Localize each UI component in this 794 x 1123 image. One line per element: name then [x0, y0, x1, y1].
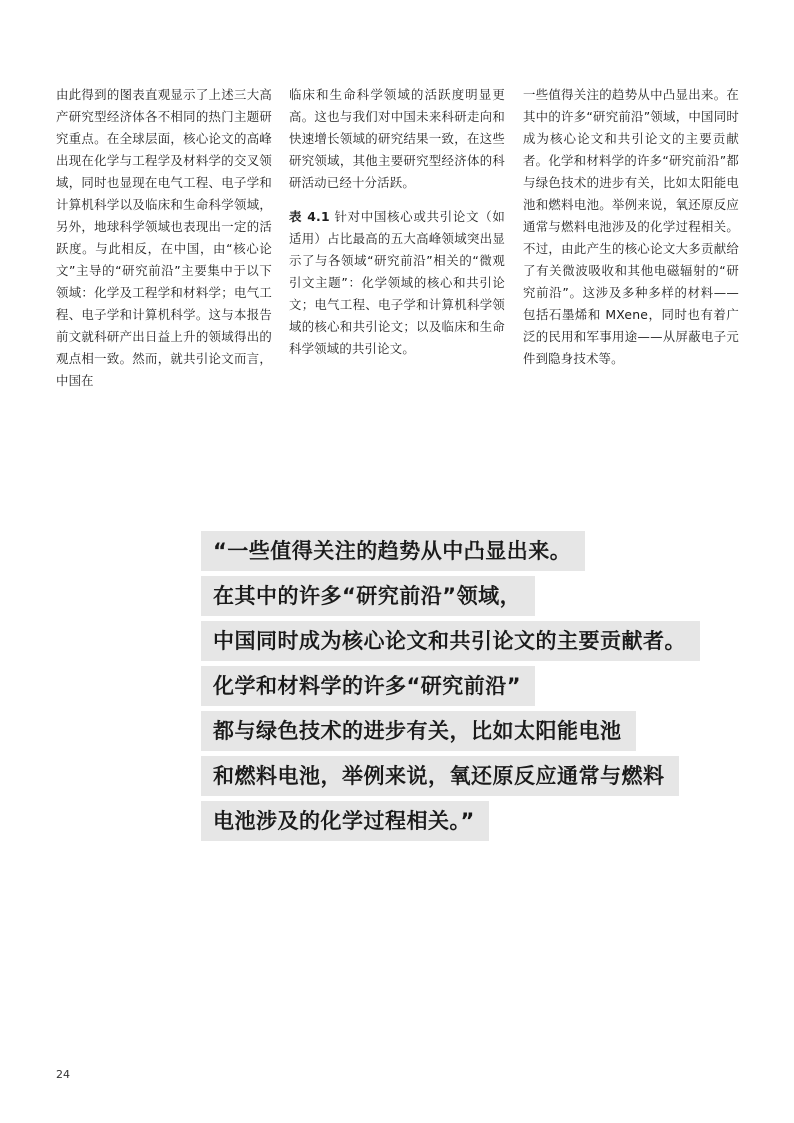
body-paragraph: 由此得到的图表直观显示了上述三大高产研究型经济体各不相同的热门主题研究重点。在全球层面，核心论文的高峰出现在化学与工程学及材料学的交叉领域，同时也显现在电气工程、电子学和计算机科学以及临床和生命科学领域，另外，地球科学领域也表现出一定的活跃度。与此相反，在中国，由“核心论文”主导的“研究前沿”主要集中于以下领域：化学及工程学和材料学；电气工程、电子学和计算机科学。这与本报告前文就科研产出日益上升的领域得出的观点相一致。然而，就共引论文而言，中国在 — [56, 87, 272, 388]
pull-quote-line: “一些值得关注的趋势从中凸显出来。 — [201, 531, 585, 571]
body-column-3 — [523, 84, 739, 370]
pull-quote-line: 电池涉及的化学过程相关。” — [201, 801, 489, 841]
pull-quote-line: 中国同时成为核心论文和共引论文的主要贡献者。 — [201, 621, 700, 661]
body-paragraph: 一些值得关注的趋势从中凸显出来。在其中的许多“研究前沿”领域，中国同时成为核心论文和共引论文的主要贡献者。化学和材料学的许多“研究前沿”都与绿色技术的进步有关，比如太阳能电池和燃料电池。举例来说，氧还原反应通常与燃料电池涉及的化学过程相关。不过，由此产生的核心论文大多贡献给了有关微波吸收和其他电磁辐射的“研究前沿”。这涉及多种多样的材料——包括石墨烯和 MXene，同时也有着广泛的民用和军事用途——从屏蔽电子元件到隐身技术等。 — [523, 87, 739, 366]
body-column-2 — [289, 84, 505, 360]
pull-quote-line: 和燃料电池，举例来说，氧还原反应通常与燃料 — [201, 756, 679, 796]
table-caption — [289, 206, 505, 360]
pull-quote-line: 都与绿色技术的进步有关，比如太阳能电池 — [201, 711, 636, 751]
table-caption-label: 表 4.1 — [289, 209, 330, 224]
pull-quote-line: 在其中的许多“研究前沿”领域， — [201, 576, 535, 616]
page-number: 24 — [56, 1068, 70, 1081]
table-caption-text: 针对中国核心或共引论文（如适用）占比最高的五大高峰领域突出显示了与各领域“研究前沿”相关的“微观引文主题”：化学领域的核心和共引论文；电气工程、电子学和计算机科学领域的核心和共引论文；以及临床和生命科学领域的共引论文。 — [289, 209, 505, 356]
body-column-1 — [56, 84, 272, 392]
pull-quote — [201, 531, 700, 846]
pull-quote-line: 化学和材料学的许多“研究前沿” — [201, 666, 535, 706]
body-paragraph: 临床和生命科学领域的活跃度明显更高。这也与我们对中国未来科研走向和快速增长领域的研究结果一致，在这些研究领域，其他主要研究型经济体的科研活动已经十分活跃。 — [289, 87, 505, 190]
